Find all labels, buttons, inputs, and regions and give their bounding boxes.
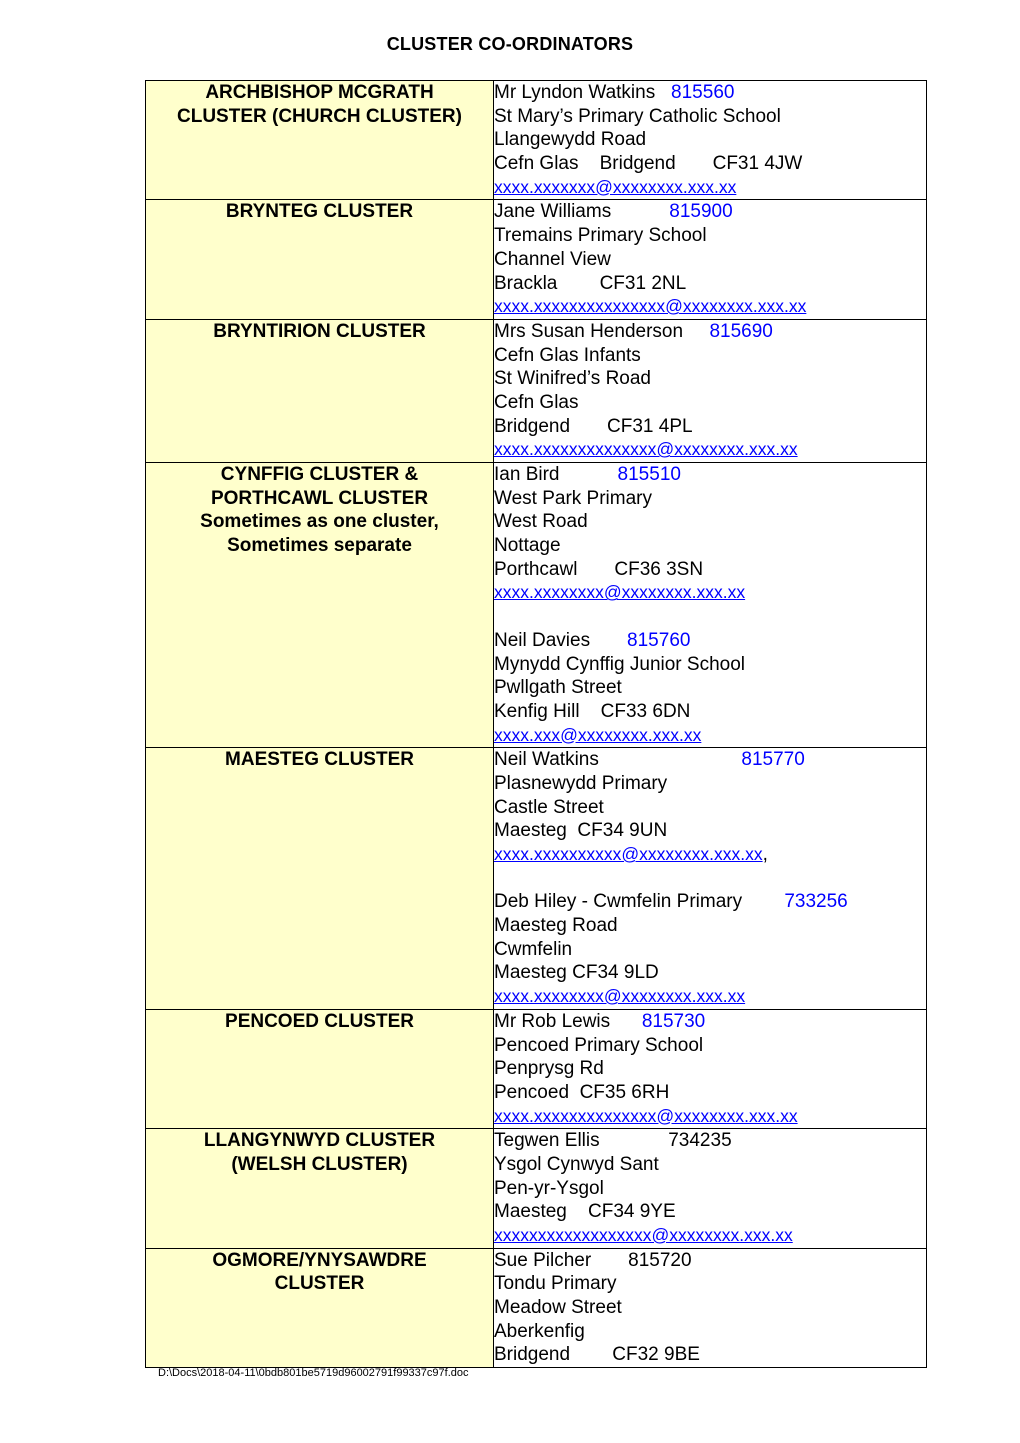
- email-link[interactable]: xxxx.xxxxxxxxxx@xxxxxxxx.xxx.xx: [494, 844, 763, 864]
- email-suffix: ,: [762, 844, 768, 865]
- address-line: Pen-yr-Ysgol: [494, 1177, 604, 1199]
- cluster-name-cell: [146, 81, 494, 200]
- cluster-name-line: OGMORE/YNYSAWDRE: [212, 1249, 427, 1271]
- coordinator-contact-cell: [494, 748, 927, 1010]
- cluster-row: [146, 200, 927, 319]
- cluster-name-line: BRYNTEG CLUSTER: [225, 201, 414, 223]
- email-line: [494, 176, 926, 200]
- cluster-row: [146, 1248, 927, 1367]
- coordinator-contact-cell: [494, 1009, 927, 1128]
- address-line: West Road: [494, 511, 588, 533]
- cluster-name-line: LLANGYNWYD CLUSTER: [203, 1130, 436, 1152]
- cluster-row: [146, 1129, 927, 1248]
- address-line: Brackla CF31 2NL: [494, 272, 687, 294]
- address-line: Pwllgath Street: [494, 677, 622, 699]
- email-link[interactable]: xxxx.xxxxxxxxxxxxxx@xxxxxxxx.xxx.xx: [494, 439, 798, 460]
- email-line: [494, 1105, 926, 1129]
- email-line: [494, 724, 926, 748]
- page-title: CLUSTER CO-ORDINATORS: [386, 34, 634, 54]
- address-line: Cefn Glas: [494, 391, 579, 413]
- coordinator-name-line: [494, 890, 926, 914]
- email-line: [494, 295, 926, 319]
- coordinator-name-line: [494, 1010, 926, 1034]
- cluster-name-line: CLUSTER (CHURCH CLUSTER): [177, 105, 462, 127]
- coordinator-name: Mr Lyndon Watkins: [494, 82, 672, 103]
- cluster-name-line: PORTHCAWL CLUSTER: [210, 487, 429, 509]
- cluster-table: [145, 80, 927, 1368]
- address-line: Cefn Glas Infants: [494, 344, 641, 366]
- email-line: [494, 1224, 926, 1248]
- coordinator-name-line: [494, 320, 926, 344]
- phone-extension: 815900: [669, 201, 733, 223]
- coordinator-name-line: [494, 81, 926, 105]
- address-line: Penprysg Rd: [494, 1058, 604, 1080]
- email-link[interactable]: xxxx.xxxxxxxxxxxxxx@xxxxxxxx.xxx.xx: [494, 1105, 798, 1126]
- address-line: Bridgend CF31 4PL: [494, 415, 693, 437]
- email-link[interactable]: xxxx.xxxxxxx@xxxxxxxx.xxx.xx: [494, 176, 737, 197]
- email-line: [494, 438, 926, 462]
- address-line: St Mary’s Primary Catholic School: [494, 105, 781, 127]
- cluster-name-cell: [146, 1129, 494, 1248]
- cluster-name-line: Sometimes separate: [227, 535, 412, 557]
- address-line: Plasnewydd Primary: [494, 772, 668, 794]
- coordinator-name: Jane Williams: [494, 201, 670, 223]
- address-line: Meadow Street: [494, 1297, 622, 1319]
- coordinator-name-line: [494, 1249, 926, 1273]
- address-line: Cefn Glas Bridgend CF31 4JW: [494, 153, 803, 175]
- cluster-name-cell: [146, 1009, 494, 1128]
- coordinator-contact-cell: [494, 81, 927, 200]
- email-link[interactable]: xxxxxxxxxxxxxxxxxx@xxxxxxxx.xxx.xx: [494, 1225, 793, 1245]
- cluster-name-line: Sometimes as one cluster,: [200, 511, 439, 533]
- address-line: Llangewydd Road: [494, 129, 647, 151]
- contact-spacer: [494, 867, 926, 891]
- email-line: [494, 843, 926, 867]
- coordinator-name: Deb Hiley - Cwmfelin Primary: [494, 891, 785, 913]
- contact-spacer: [494, 605, 926, 629]
- address-line: Maesteg Road: [494, 915, 618, 937]
- email-link[interactable]: xxxx.xxxxxxxx@xxxxxxxx.xxx.xx: [494, 986, 746, 1007]
- coordinator-contact-cell: [494, 200, 927, 319]
- address-line: Mynydd Cynffig Junior School: [494, 653, 745, 675]
- coordinator-name: Tegwen Ellis: [494, 1130, 669, 1152]
- cluster-name-cell: [146, 1248, 494, 1367]
- cluster-name-cell: [146, 463, 494, 748]
- cluster-name-line: BRYNTIRION CLUSTER: [213, 320, 426, 342]
- address-line: Maesteg CF34 9LD: [494, 962, 659, 984]
- coordinator-name: Sue Pilcher: [494, 1249, 629, 1271]
- email-link[interactable]: xxxx.xxx@xxxxxxxx.xxx.xx: [494, 724, 702, 745]
- cluster-row: [146, 463, 927, 748]
- coordinator-name: Ian Bird: [494, 464, 618, 485]
- cluster-name-cell: [146, 748, 494, 1010]
- address-line: Maesteg CF34 9UN: [494, 820, 668, 842]
- coordinator-name-line: [494, 463, 926, 487]
- address-line: West Park Primary: [494, 487, 653, 509]
- cluster-row: [146, 319, 927, 462]
- address-line: Tremains Primary School: [494, 225, 707, 247]
- coordinator-name: Mrs Susan Henderson: [494, 320, 710, 342]
- cluster-name-line: (WELSH CLUSTER): [231, 1153, 408, 1175]
- email-link[interactable]: xxxx.xxxxxxxxxxxxxxx@xxxxxxxx.xxx.xx: [494, 296, 807, 317]
- address-line: Porthcawl CF36 3SN: [494, 558, 704, 580]
- address-line: Castle Street: [494, 796, 604, 818]
- coordinator-name: Neil Watkins: [494, 749, 742, 771]
- cluster-row: [146, 1009, 927, 1128]
- coordinator-name-line: [494, 748, 926, 772]
- email-line: [494, 581, 926, 605]
- address-line: Kenfig Hill CF33 6DN: [494, 700, 691, 722]
- cluster-table-body: [146, 81, 927, 1368]
- cluster-row: [146, 748, 927, 1010]
- cluster-name-line: ARCHBISHOP MCGRATH: [205, 82, 434, 103]
- email-line: [494, 985, 926, 1009]
- cluster-name-cell: [146, 319, 494, 462]
- phone-extension: 734235: [668, 1130, 732, 1152]
- coordinator-contact-cell: [494, 463, 927, 748]
- address-line: Cwmfelin: [494, 938, 573, 960]
- coordinator-contact-cell: [494, 319, 927, 462]
- address-line: Ysgol Cynwyd Sant: [494, 1153, 659, 1175]
- coordinator-name: Neil Davies: [494, 629, 628, 651]
- coordinator-name-line: [494, 629, 926, 653]
- cluster-row: [146, 81, 927, 200]
- coordinator-name-line: [494, 1129, 926, 1153]
- address-line: Pencoed Primary School: [494, 1034, 704, 1056]
- address-line: Pencoed CF35 6RH: [494, 1081, 670, 1103]
- address-line: Bridgend CF32 9BE: [494, 1344, 700, 1366]
- address-line: St Winifred’s Road: [494, 368, 651, 390]
- phone-extension: 815760: [627, 629, 691, 651]
- coordinator-name-line: [494, 200, 926, 224]
- phone-extension: 733256: [784, 891, 848, 913]
- address-line: Nottage: [494, 535, 561, 557]
- cluster-name-line: MAESTEG CLUSTER: [225, 749, 414, 771]
- cluster-name-line: PENCOED CLUSTER: [225, 1010, 414, 1032]
- coordinator-contact-cell: [494, 1248, 927, 1367]
- coordinator-contact-cell: [494, 1129, 927, 1248]
- phone-extension: 815770: [741, 749, 805, 771]
- cluster-name-cell: [146, 200, 494, 319]
- address-line: Aberkenfig: [494, 1320, 585, 1342]
- phone-extension: 815510: [617, 464, 681, 485]
- footer-file-path: D:\Docs\2018-04-11\0bdb801be5719d96002791f99337c97f.doc: [158, 1367, 469, 1379]
- cluster-name-line: CYNFFIG CLUSTER &: [220, 464, 419, 485]
- cluster-name-line: CLUSTER: [274, 1273, 365, 1295]
- address-line: Tondu Primary: [494, 1273, 617, 1295]
- address-line: Channel View: [494, 248, 611, 270]
- email-link[interactable]: xxxx.xxxxxxxx@xxxxxxxx.xxx.xx: [494, 582, 746, 603]
- phone-extension: 815690: [709, 320, 773, 342]
- coordinator-name: Mr Rob Lewis: [494, 1010, 642, 1032]
- phone-extension: 815730: [641, 1010, 706, 1032]
- address-line: Maesteg CF34 9YE: [494, 1201, 676, 1223]
- phone-extension: 815720: [628, 1249, 692, 1271]
- phone-extension: 815560: [671, 82, 735, 103]
